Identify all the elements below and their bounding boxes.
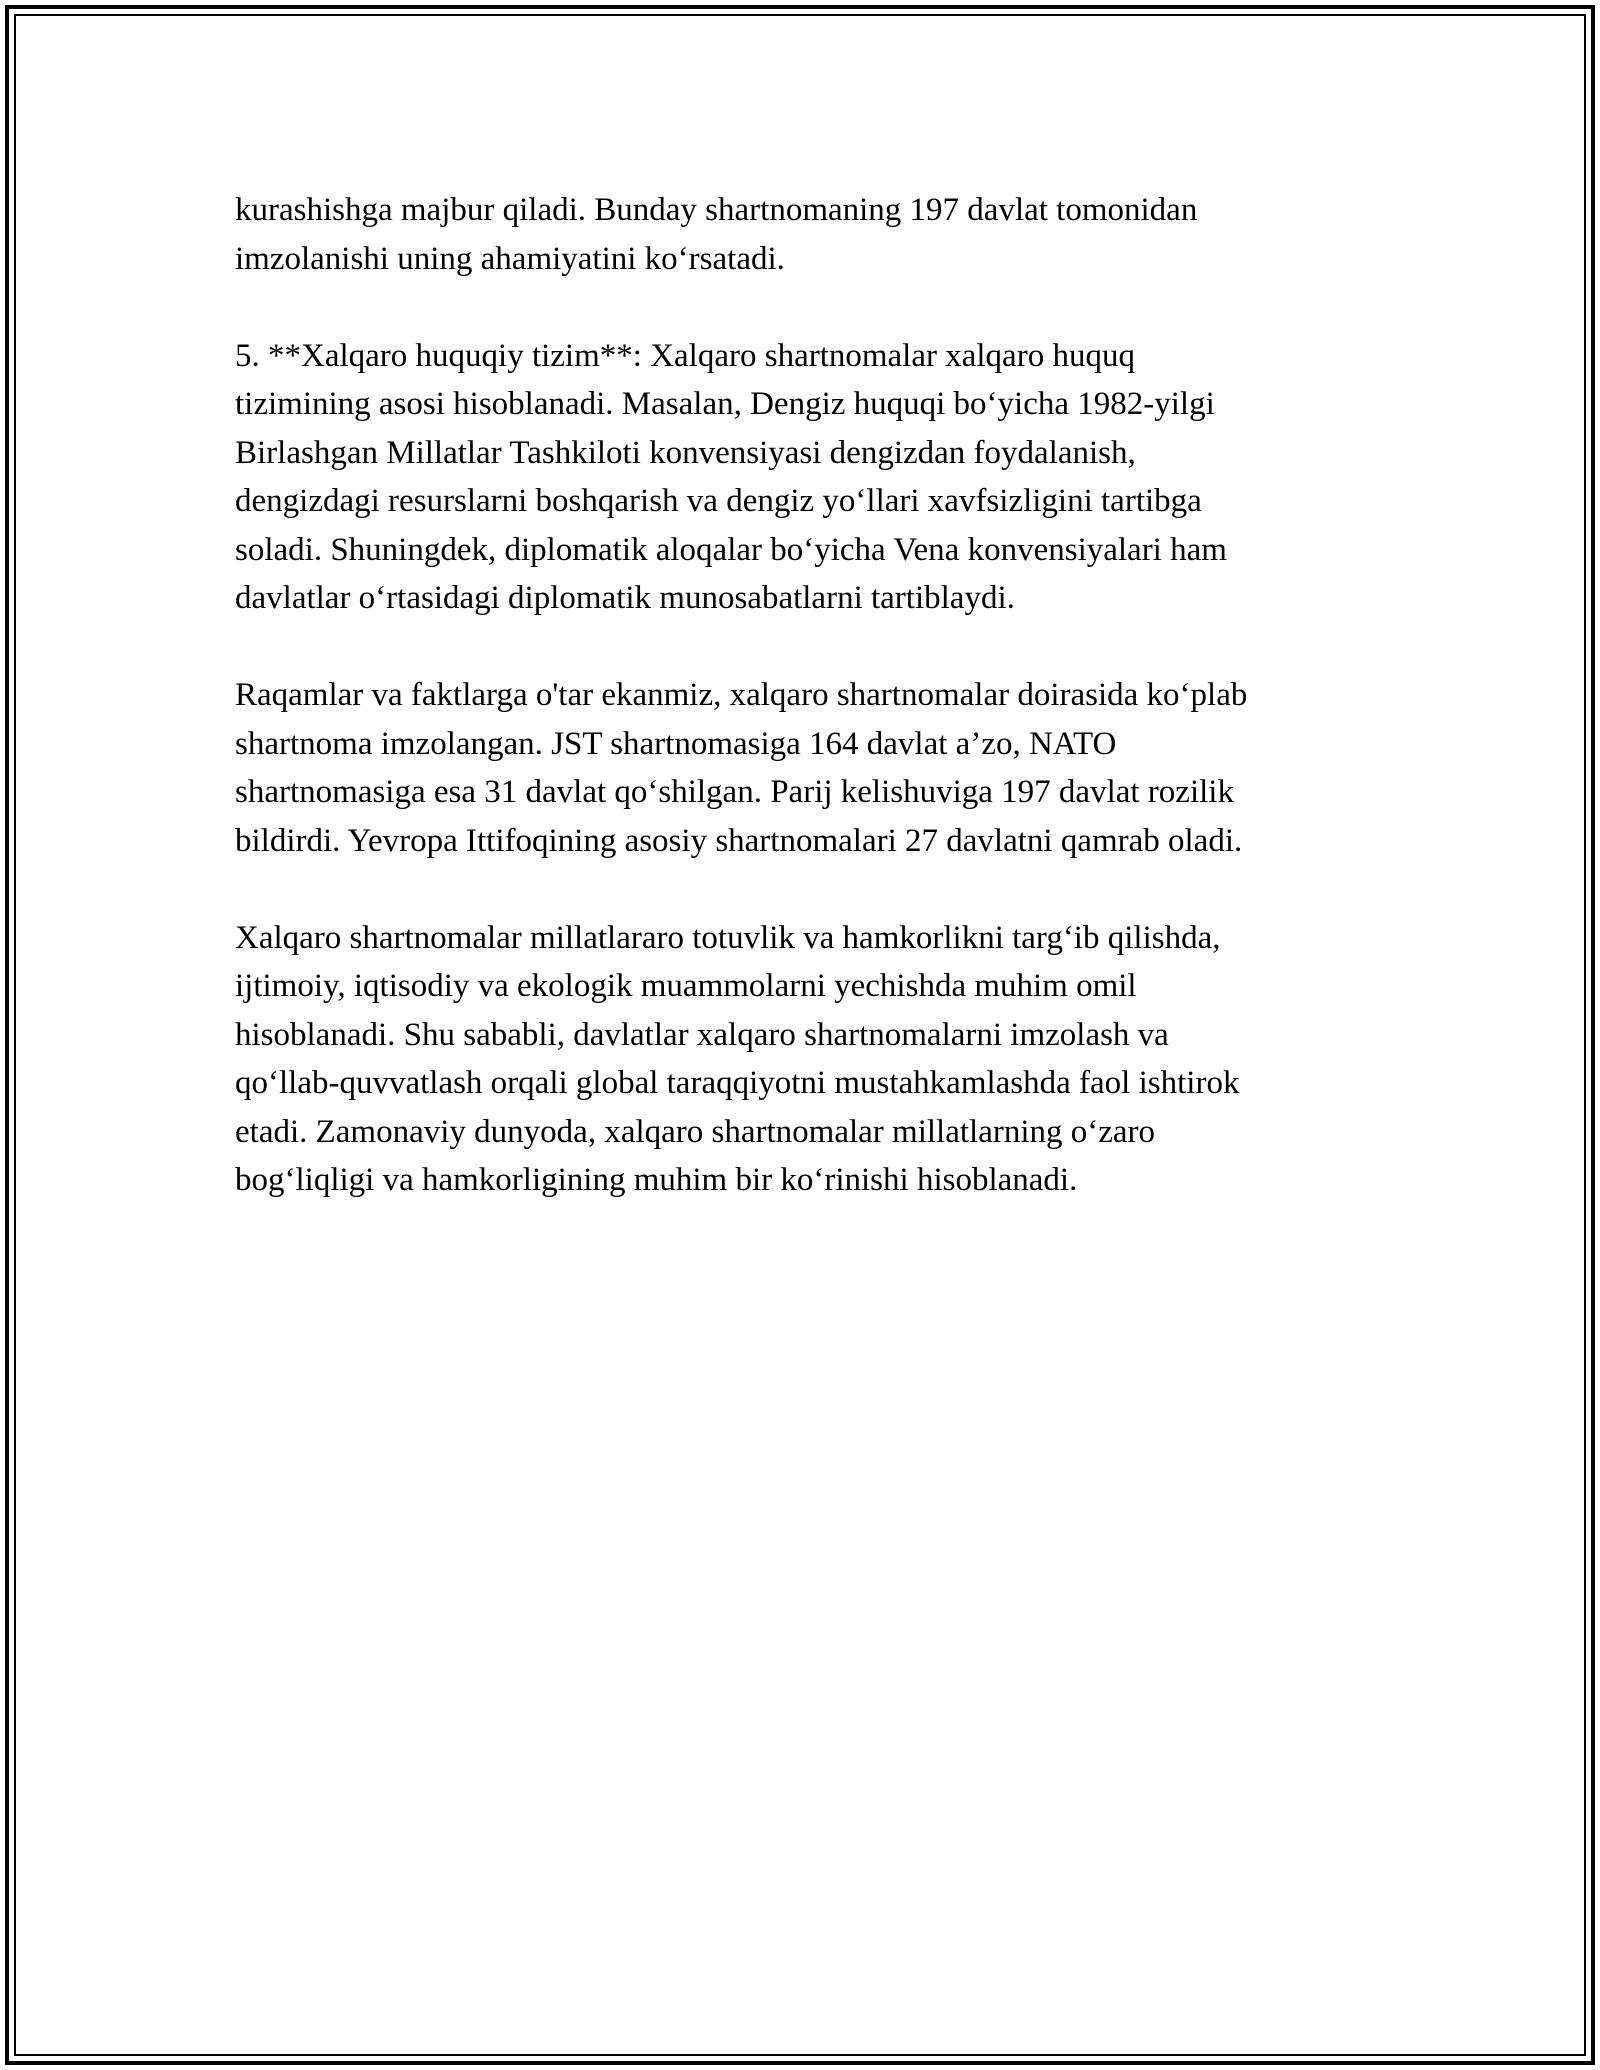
text-line: hisoblanadi. Shu sababli, davlatlar xalqaro shartnomalarni imzolash va — [235, 1016, 1169, 1053]
paragraph-treaty-significance — [235, 186, 1375, 283]
text-line: soladi. Shuningdek, diplomatik aloqalar bo‘yicha Vena konvensiyalari ham — [235, 531, 1227, 568]
text-line: davlatlar o‘rtasidagi diplomatik munosabatlarni tartiblaydi. — [235, 580, 1015, 616]
text-line: 5. **Xalqaro huquqiy tizim**: Xalqaro shartnomalar xalqaro huquq — [235, 337, 1135, 374]
text-line: ijtimoiy, iqtisodiy va ekologik muammolarni yechishda muhim omil — [235, 968, 1137, 1004]
text-line: shartnomasiga esa 31 davlat qo‘shilgan. Parij kelishuviga 197 davlat rozilik — [235, 774, 1234, 810]
text-line: etadi. Zamonaviy dunyoda, xalqaro shartnomalar millatlarning o‘zaro — [235, 1113, 1156, 1150]
text-line: shartnoma imzolangan. JST shartnomasiga 164 davlat a’zo, NATO — [235, 725, 1117, 762]
text-line: Birlashgan Millatlar Tashkiloti konvensiyasi dengizdan foydalanish, — [235, 434, 1136, 471]
text-line: Xalqaro shartnomalar millatlararo totuvlik va hamkorlikni targ‘ib qilishda, — [235, 919, 1221, 956]
paragraph-facts-and-figures — [235, 671, 1375, 865]
text-line: bildirdi. Yevropa Ittifoqining asosiy shartnomalari 27 davlatni qamrab oladi. — [235, 822, 1243, 859]
text-line: Raqamlar va faktlarga o'tar ekanmiz, xalqaro shartnomalar doirasida ko‘plab — [235, 677, 1248, 713]
text-line: bog‘liqligi va hamkorligining muhim bir ko‘rinishi hisoblanadi. — [235, 1162, 1078, 1198]
document-body — [235, 186, 1375, 1253]
text-line: tizimining asosi hisoblanadi. Masalan, Dengiz huquqi bo‘yicha 1982-yilgi — [235, 386, 1215, 422]
text-line: qo‘llab-quvvatlash orqali global taraqqiyotni mustahkamlashda faol ishtirok — [235, 1065, 1240, 1101]
paragraph-legal-system — [235, 332, 1375, 623]
text-line: imzolanishi uning ahamiyatini ko‘rsatadi. — [235, 240, 785, 277]
text-line: kurashishga majbur qiladi. Bunday shartnomaning 197 davlat tomonidan — [235, 192, 1198, 228]
paragraph-conclusion — [235, 914, 1375, 1205]
text-line: dengizdagi resurslarni boshqarish va dengiz yo‘llari xavfsizligini tartibga — [235, 483, 1202, 519]
